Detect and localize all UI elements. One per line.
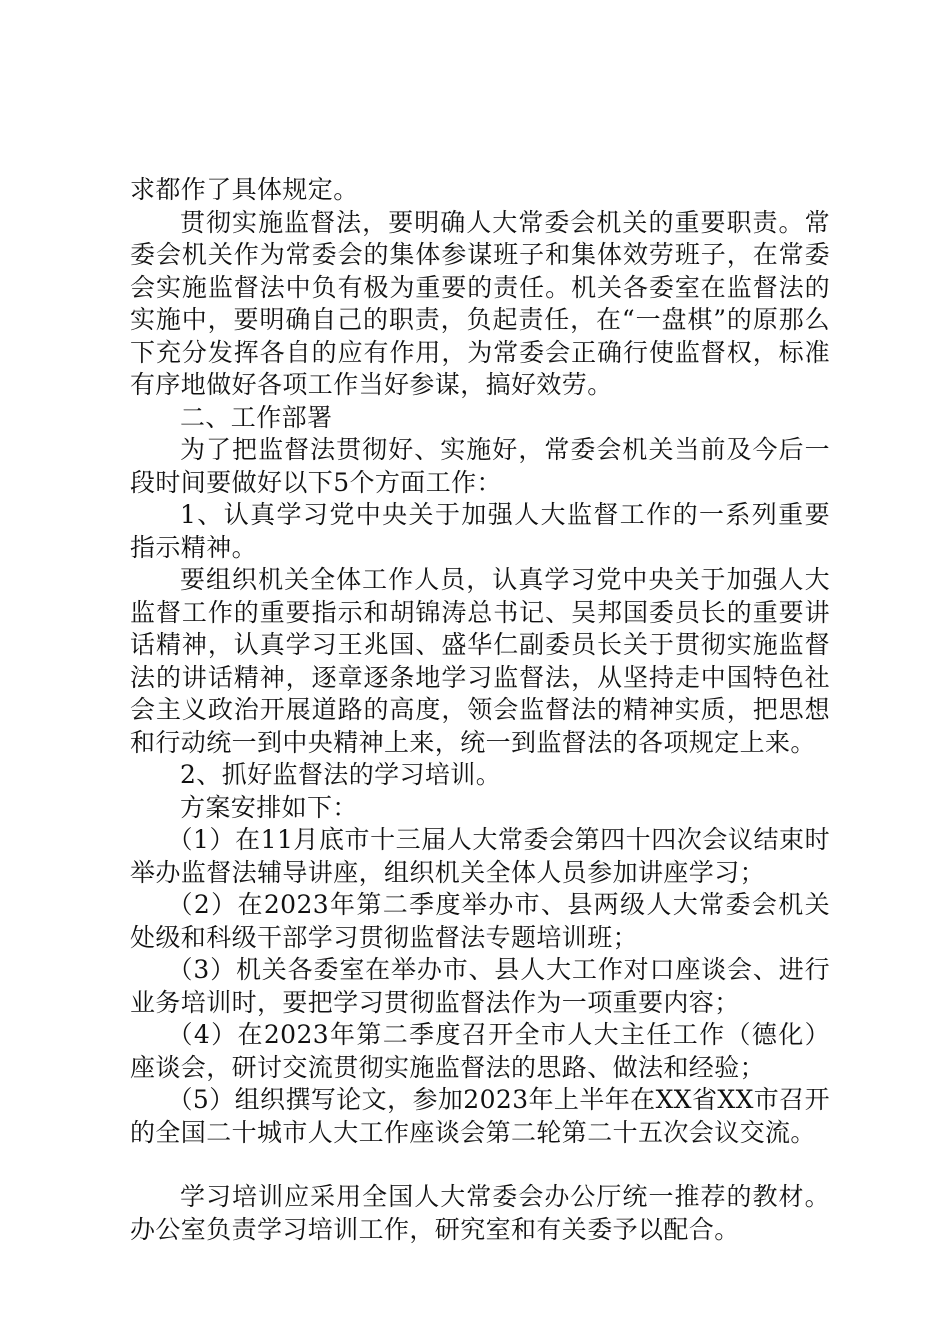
paragraph-intro-five-tasks: 为了把监督法贯彻好、实施好，常委会机关当前及今后一段时间要做好以下5个方面工作： (130, 435, 830, 497)
plan-item-4: （4）在2023年第二季度召开全市人大主任工作（德化）座谈会，研讨交流贯彻实施监督法的思路、做法和经验； (130, 1020, 830, 1082)
paragraph-gap (130, 1149, 830, 1181)
plan-item-3: （3）机关各委室在举办市、县人大工作对口座谈会、进行业务培训时，要把学习贯彻监督法作为一项重要内容； (130, 955, 830, 1017)
paragraph-plan-intro: 方案安排如下： (180, 792, 358, 822)
plan-item-5: （5）组织撰写论文，参加2023年上半年在XX省XX市召开的全国二十城市人大工作座谈会第二轮第二十五次会议交流。 (130, 1085, 830, 1147)
paragraph-training-materials: 学习培训应采用全国人大常委会办公厅统一推荐的教材。办公室负责学习培训工作，研究室和有关委予以配合。 (130, 1182, 830, 1244)
task-heading-2: 2、抓好监督法的学习培训。 (180, 760, 502, 789)
section-heading-work-plan: 二、工作部署 (180, 402, 333, 432)
plan-item-2: （2）在2023年第二季度举办市、县两级人大常委会机关处级和科级干部学习贯彻监督法专题培训班； (130, 890, 830, 952)
task-heading-1: 1、认真学习党中央关于加强人大监督工作的一系列重要指示精神。 (130, 500, 830, 562)
document-body (130, 174, 830, 1246)
paragraph-continuation: 求都作了具体规定。 (130, 175, 359, 204)
paragraph-duties: 贯彻实施监督法，要明确人大常委会机关的重要职责。常委会机关作为常委会的集体参谋班子和集体效劳班子，在常委会实施监督法中负有极为重要的责任。机关各委室在监督法的实施中，要明确自己的职责，负起责任，在“一盘棋”的原那么下充分发挥各自的应有作用，为常委会正确行使监督权，标准有序地做好各项工作当好参谋，搞好效劳。 (130, 207, 830, 399)
paragraph-task-1-detail: 要组织机关全体工作人员，认真学习党中央关于加强人大监督工作的重要指示和胡锦涛总书记、吴邦国委员长的重要讲话精神，认真学习王兆国、盛华仁副委员长关于贯彻实施监督法的讲话精神，逐章逐条地学习监督法，从坚持走中国特色社会主义政治开展道路的高度，领会监督法的精神实质，把思想和行动统一到中央精神上来，统一到监督法的各项规定上来。 (130, 565, 830, 757)
plan-item-1: （1）在11月底市十三届人大常委会第四十四次会议结束时举办监督法辅导讲座，组织机关全体人员参加讲座学习； (130, 825, 830, 887)
